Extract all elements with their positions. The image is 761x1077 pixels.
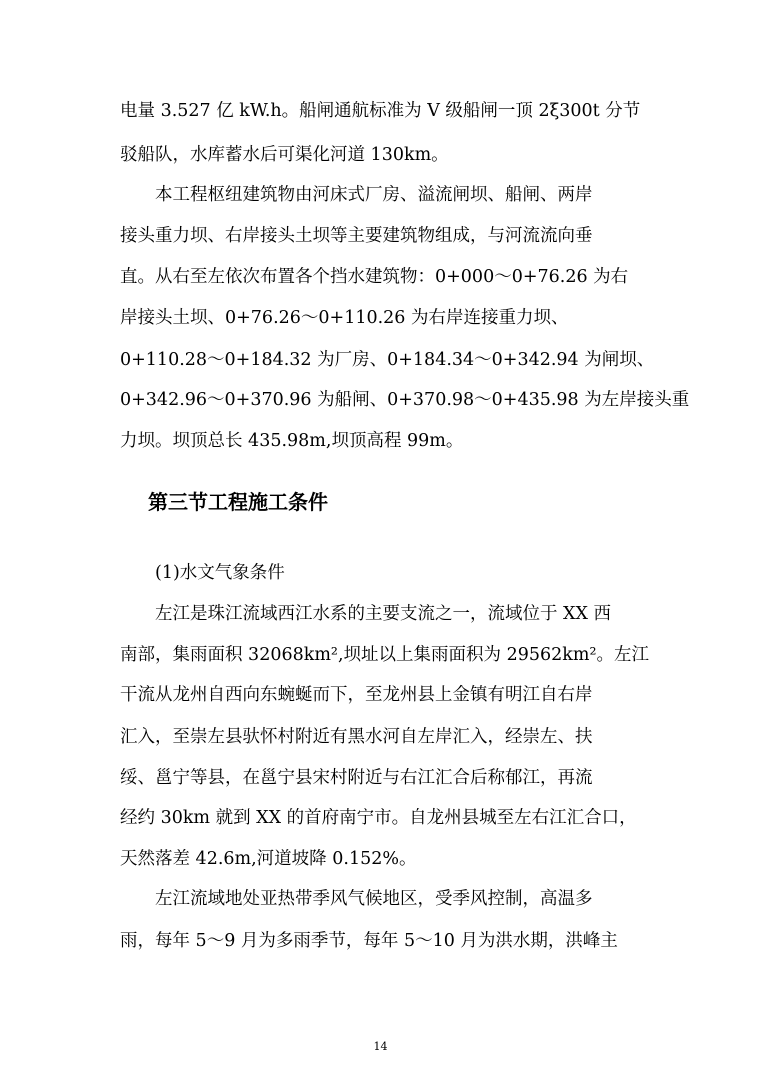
p3-line-4: 汇入，至崇左县驮怀村附近有黑水河自左岸汇入，经崇左、扶 [120,727,593,747]
p2-line-1: 本工程枢纽建筑物由河床式厂房、溢流闸坝、船闸、两岸 [155,185,593,205]
p3-line-5: 绥、邕宁等县，在邕宁县宋村附近与右江汇合后称郁江，再流 [120,768,593,788]
p2-line-3: 直。从右至左依次布置各个挡水建筑物：0+000～0+76.26 为右 [120,267,629,287]
p2-line-4: 岸接头土坝、0+76.26～0+110.26 为右岸连接重力坝、 [120,308,569,328]
p2-line-5: 0+110.28～0+184.32 为厂房、0+184.34～0+342.94 为闸坝、 [120,350,655,370]
p4-line-2: 雨，每年 5～9 月为多雨季节，每年 5～10 月为洪水期，洪峰主 [120,931,618,951]
p3-line-7: 天然落差 42.6m,河道坡降 0.152%。 [120,849,417,869]
p3-line-1: 左江是珠江流域西江水系的主要支流之一，流域位于 XX 西 [155,604,612,624]
p2-line-6: 0+342.96～0+370.96 为船闸、0+370.98～0+435.98 为左岸接头重 [120,390,690,410]
page-number: 14 [373,1040,388,1053]
p1-line-2: 驳船队，水库蓄水后可渠化河道 130km。 [120,145,449,165]
p3-line-2: 南部，集雨面积 32068km²,坝址以上集雨面积为 29562km²。左江 [120,645,649,665]
p2-line-2: 接头重力坝、右岸接头土坝等主要建筑物组成，与河流流向垂 [120,226,593,246]
p3-line-3: 干流从龙州自西向东蜿蜒而下，至龙州县上金镇有明江自右岸 [120,685,593,705]
subheading: (1)水文气象条件 [155,563,285,583]
p1-line-1: 电量 3.527 亿 kW.h。船闸通航标准为 V 级船闸一顶 2ξ300t 分节 [120,101,641,121]
p2-line-7: 力坝。坝顶总长 435.98m,坝顶高程 99m。 [120,431,464,451]
section-heading: 第三节工程施工条件 [148,490,328,514]
p4-line-1: 左江流域地处亚热带季风气候地区，受季风控制，高温多 [155,889,593,909]
p3-line-6: 经约 30km 就到 XX 的首府南宁市。自龙州县城至左右江汇合口， [120,808,637,828]
